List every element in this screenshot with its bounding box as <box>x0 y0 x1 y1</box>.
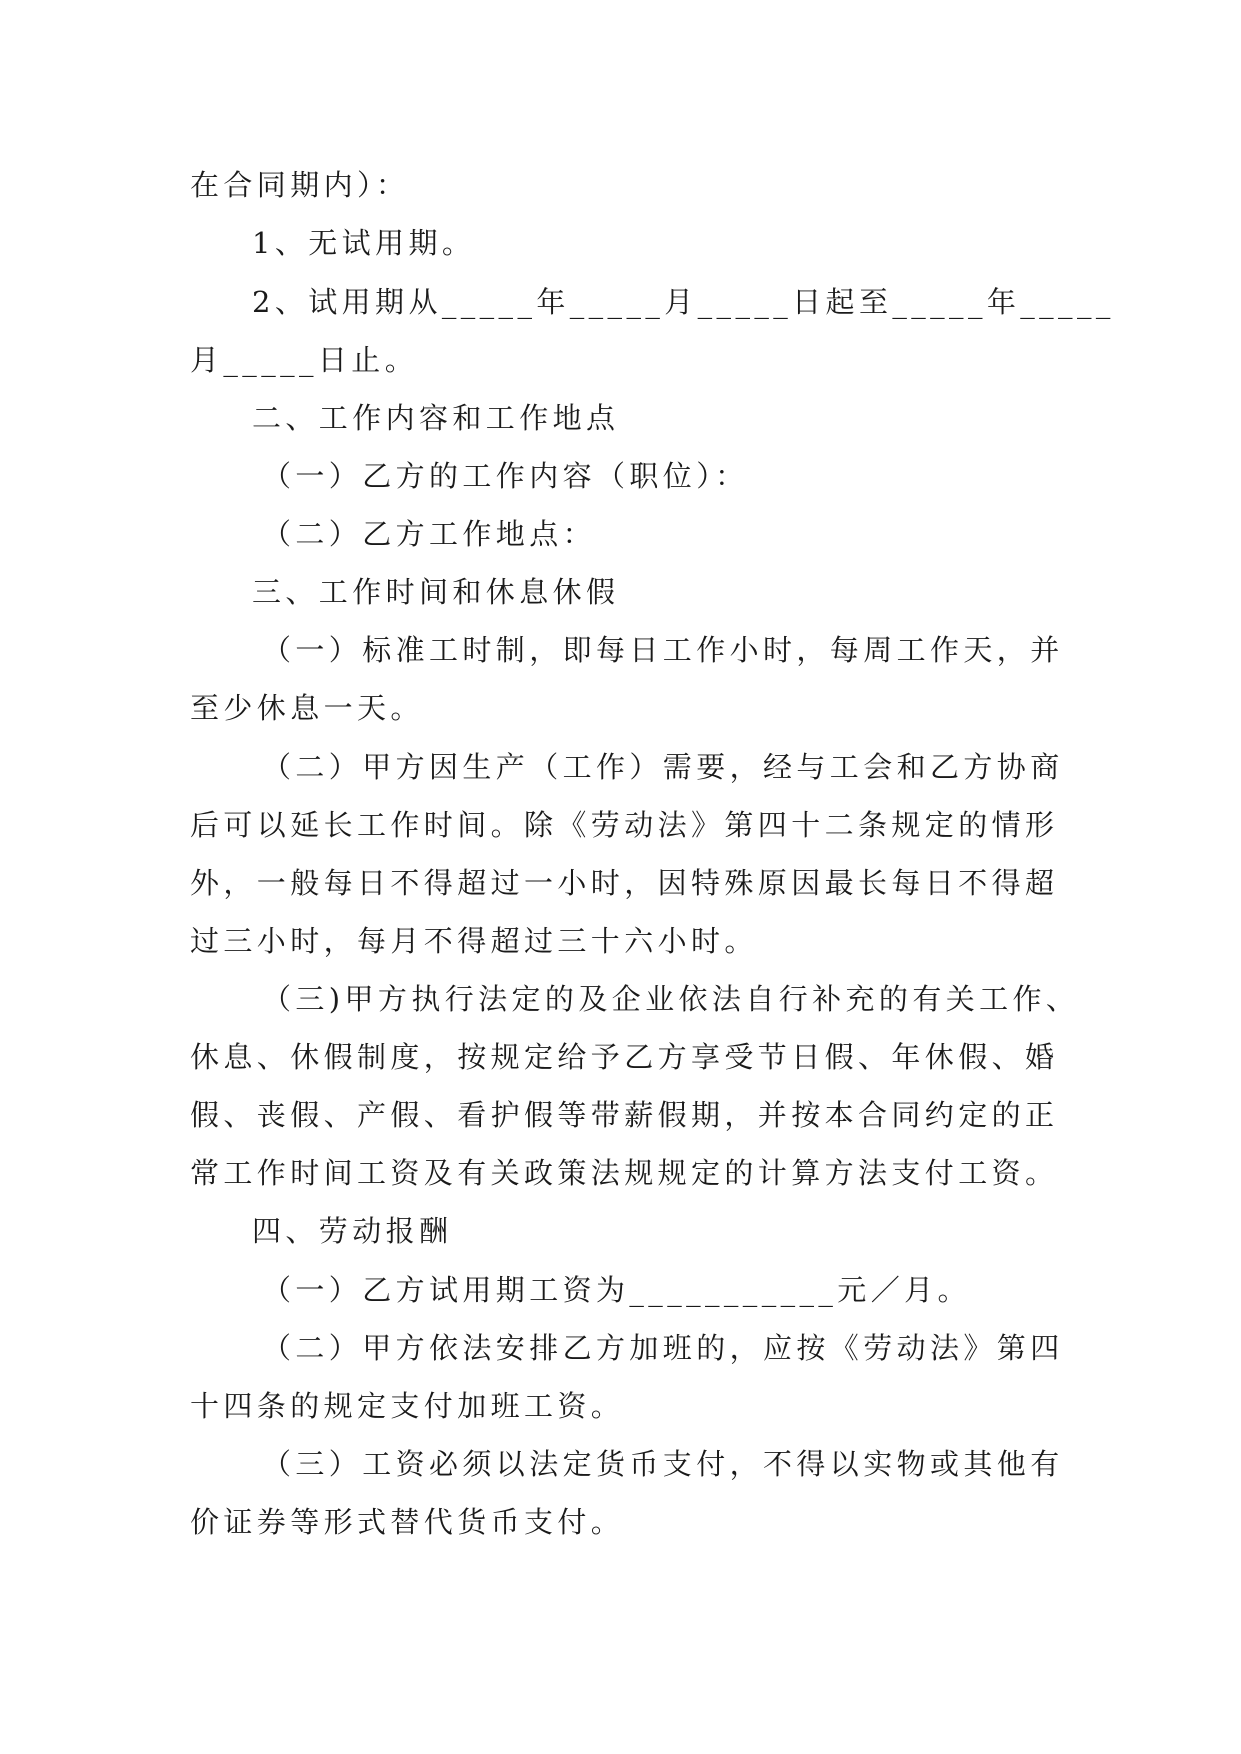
text-line: （二）乙方工作地点： <box>262 517 597 551</box>
text-line: 过三小时，每月不得超过三十六小时。 <box>190 924 758 958</box>
text-line: 外，一般每日不得超过一小时，因特殊原因最长每日不得超 <box>190 866 1059 900</box>
text-line: （一）乙方的工作内容（职位）： <box>262 459 749 493</box>
text-line: 常工作时间工资及有关政策法规规定的计算方法支付工资。 <box>190 1156 1059 1190</box>
text-line: 2、试用期从_____年_____月_____日起至_____年_____ <box>252 285 1115 319</box>
text-line: （二）甲方因生产（工作）需要，经与工会和乙方协商 <box>262 750 1064 784</box>
section-heading: 三、工作时间和休息休假 <box>252 575 620 609</box>
text-line: 月_____日止。 <box>190 343 419 377</box>
text-line: （二）甲方依法安排乙方加班的，应按《劳动法》第四 <box>262 1331 1064 1365</box>
text-line: 后可以延长工作时间。除《劳动法》第四十二条规定的情形 <box>190 808 1059 842</box>
text-line: 十四条的规定支付加班工资。 <box>190 1389 625 1423</box>
section-heading: 二、工作内容和工作地点 <box>252 401 620 435</box>
text-line: （三）工资必须以法定货币支付，不得以实物或其他有 <box>262 1447 1064 1481</box>
text-line: 假、丧假、产假、看护假等带薪假期，并按本合同约定的正 <box>190 1098 1059 1132</box>
text-line: 在合同期内）： <box>190 168 410 202</box>
text-line: （一）标准工时制，即每日工作小时，每周工作天，并 <box>262 633 1064 667</box>
text-line: 至少休息一天。 <box>190 691 424 725</box>
text-line: 价证券等形式替代货币支付。 <box>190 1505 625 1539</box>
text-line: （一）乙方试用期工资为___________元／月。 <box>262 1273 971 1307</box>
section-heading: 四、劳动报酬 <box>252 1214 453 1248</box>
text-line: 休息、休假制度，按规定给予乙方享受节日假、年休假、婚 <box>190 1040 1059 1074</box>
text-line: （三)甲方执行法定的及企业依法自行补充的有关工作、 <box>262 982 1080 1016</box>
text-line: 1、无试用期。 <box>252 226 476 260</box>
